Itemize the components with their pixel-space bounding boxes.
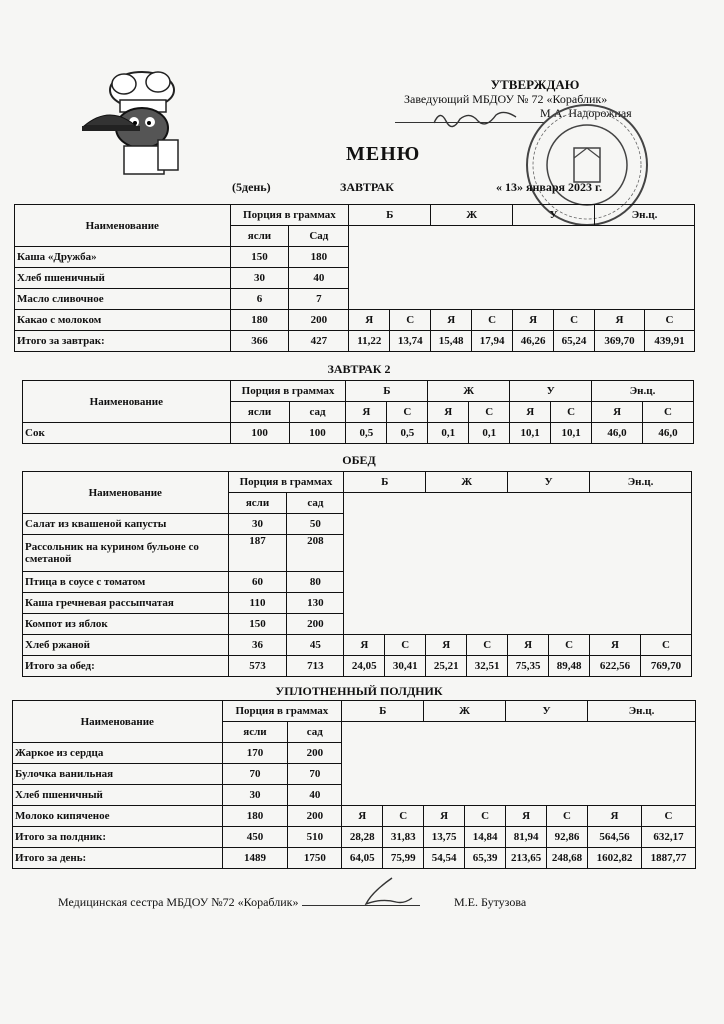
garden-portion: 200	[288, 806, 342, 827]
col-portion-header: Порция в граммах	[222, 701, 342, 722]
s-label: С	[549, 635, 590, 656]
nursery-portion: 180	[222, 806, 288, 827]
nursery-portion: 70	[222, 764, 288, 785]
total-value: 32,51	[467, 656, 508, 677]
nutrient-value: 10,1	[510, 423, 551, 444]
chef-logo-icon	[80, 68, 190, 176]
total-value: 13,74	[390, 331, 431, 352]
garden-portion: 70	[288, 764, 342, 785]
col-zh-header: Ж	[426, 472, 508, 493]
col-nursery-header: ясли	[230, 402, 289, 423]
ya-label: Я	[428, 402, 469, 423]
total-garden: 427	[289, 331, 349, 352]
total-value: 369,70	[595, 331, 645, 352]
nursery-portion: 170	[222, 743, 288, 764]
col-en-header: Эн.ц.	[592, 381, 694, 402]
nutrient-value: 46,0	[592, 423, 643, 444]
snack-table	[12, 700, 696, 869]
col-garden-header: сад	[288, 722, 342, 743]
dish-name: Масло сливочное	[15, 289, 231, 310]
nutrient-value: 0,5	[387, 423, 428, 444]
total-value: 632,17	[641, 827, 695, 848]
empty-nutrient-area	[349, 226, 695, 310]
col-nursery-header: ясли	[228, 493, 287, 514]
nursery-portion: 30	[222, 785, 288, 806]
dish-name: Какао с молоком	[15, 310, 231, 331]
col-nursery-header: ясли	[230, 226, 289, 247]
dish-name: Молоко кипяченое	[13, 806, 223, 827]
dish-name: Булочка ванильная	[13, 764, 223, 785]
day-total-value: 64,05	[342, 848, 383, 869]
total-garden: 713	[287, 656, 344, 677]
total-value: 81,94	[506, 827, 547, 848]
s-label: С	[644, 310, 694, 331]
s-label: С	[387, 402, 428, 423]
nursery-portion: 30	[228, 514, 287, 535]
ya-label: Я	[590, 635, 641, 656]
total-garden: 510	[288, 827, 342, 848]
s-label: С	[547, 806, 588, 827]
garden-portion: 208	[287, 535, 344, 572]
total-label: Итого за полдник:	[13, 827, 223, 848]
col-nursery-header: ясли	[222, 722, 288, 743]
total-value: 15,48	[431, 331, 472, 352]
ya-label: Я	[508, 635, 549, 656]
day-total-garden: 1750	[288, 848, 342, 869]
garden-portion: 130	[287, 593, 344, 614]
empty-nutrient-area	[344, 493, 692, 635]
dish-name: Каша гречневая рассыпчатая	[23, 593, 229, 614]
table-row	[23, 635, 692, 656]
col-zh-header: Ж	[428, 381, 510, 402]
day-total-nursery: 1489	[222, 848, 288, 869]
table-row	[13, 806, 696, 827]
s-label: С	[551, 402, 592, 423]
s-label: С	[385, 635, 426, 656]
total-value: 769,70	[640, 656, 691, 677]
total-row	[13, 827, 696, 848]
total-value: 89,48	[549, 656, 590, 677]
garden-portion: 40	[288, 785, 342, 806]
col-name-header: Наименование	[23, 472, 229, 514]
col-zh-header: Ж	[424, 701, 506, 722]
dish-name: Жаркое из сердца	[13, 743, 223, 764]
col-name-header: Наименование	[23, 381, 231, 423]
nutrient-value: 46,0	[643, 423, 694, 444]
footer	[58, 895, 527, 910]
nursery-portion: 36	[228, 635, 287, 656]
breakfast2-label: ЗАВТРАК 2	[327, 362, 391, 376]
total-value: 30,41	[385, 656, 426, 677]
breakfast-table	[14, 204, 695, 352]
s-label: С	[383, 806, 424, 827]
director-signature-icon	[430, 105, 520, 131]
total-value: 17,94	[472, 331, 513, 352]
col-u-header: У	[513, 205, 595, 226]
nutrient-value: 0,1	[428, 423, 469, 444]
col-zh-header: Ж	[431, 205, 513, 226]
total-value: 92,86	[547, 827, 588, 848]
nursery-portion: 180	[230, 310, 289, 331]
s-label: С	[643, 402, 694, 423]
s-label: С	[465, 806, 506, 827]
day-total-value: 75,99	[383, 848, 424, 869]
total-value: 65,24	[554, 331, 595, 352]
day-label: (5день)	[232, 180, 271, 194]
s-label: С	[467, 635, 508, 656]
col-u-header: У	[506, 701, 588, 722]
dish-name: Каша «Дружба»	[15, 247, 231, 268]
page-title: МЕНЮ	[346, 143, 421, 165]
col-garden-header: Сад	[289, 226, 349, 247]
garden-portion: 100	[289, 423, 346, 444]
total-value: 564,56	[588, 827, 642, 848]
col-en-header: Эн.ц.	[588, 701, 696, 722]
s-label: С	[472, 310, 513, 331]
nursery-portion: 6	[230, 289, 289, 310]
dish-name: Компот из яблок	[23, 614, 229, 635]
garden-portion: 180	[289, 247, 349, 268]
dish-name: Хлеб ржаной	[23, 635, 229, 656]
col-b-header: Б	[346, 381, 428, 402]
s-label: С	[554, 310, 595, 331]
nursery-portion: 150	[228, 614, 287, 635]
garden-portion: 45	[287, 635, 344, 656]
garden-portion: 40	[289, 268, 349, 289]
col-b-header: Б	[342, 701, 424, 722]
table-row	[23, 423, 694, 444]
approve-position: Заведующий МБДОУ № 72 «Кораблик»	[404, 92, 608, 106]
nursery-portion: 30	[230, 268, 289, 289]
col-name-header: Наименование	[15, 205, 231, 247]
s-label: С	[469, 402, 510, 423]
s-label: С	[390, 310, 431, 331]
nurse-name: М.Е. Бутузова	[454, 895, 527, 909]
garden-portion: 50	[287, 514, 344, 535]
total-value: 13,75	[424, 827, 465, 848]
total-value: 75,35	[508, 656, 549, 677]
col-garden-header: сад	[287, 493, 344, 514]
total-nursery: 366	[230, 331, 289, 352]
nutrient-value: 10,1	[551, 423, 592, 444]
day-total-label: Итого за день:	[13, 848, 223, 869]
garden-portion: 80	[287, 572, 344, 593]
garden-portion: 200	[289, 310, 349, 331]
garden-portion: 7	[289, 289, 349, 310]
dish-name: Хлеб пшеничный	[15, 268, 231, 289]
dish-name: Сок	[23, 423, 231, 444]
dish-name: Рассольник на курином бульоне со сметаной	[23, 535, 229, 572]
garden-portion: 200	[287, 614, 344, 635]
approve-name: М.А. Надорожная	[540, 106, 632, 120]
ya-label: Я	[344, 635, 385, 656]
total-value: 24,05	[344, 656, 385, 677]
nursery-portion: 187	[228, 535, 287, 572]
total-value: 46,26	[513, 331, 554, 352]
lunch-label: ОБЕД	[342, 453, 376, 467]
s-label: С	[641, 806, 695, 827]
col-en-header: Эн.ц.	[595, 205, 695, 226]
total-label: Итого за обед:	[23, 656, 229, 677]
breakfast2-table	[22, 380, 694, 444]
s-label: С	[640, 635, 691, 656]
total-row	[15, 331, 695, 352]
nursery-portion: 100	[230, 423, 289, 444]
nursery-portion: 150	[230, 247, 289, 268]
date-label: « 13» января 2023 г.	[496, 180, 603, 194]
total-value: 14,84	[465, 827, 506, 848]
total-value: 439,91	[644, 331, 694, 352]
snack-label: УПЛОТНЕННЫЙ ПОЛДНИК	[275, 684, 443, 698]
total-value: 11,22	[349, 331, 390, 352]
col-portion-header: Порция в граммах	[228, 472, 344, 493]
garden-portion: 200	[288, 743, 342, 764]
total-nursery: 450	[222, 827, 288, 848]
ya-label: Я	[426, 635, 467, 656]
total-label: Итого за завтрак:	[15, 331, 231, 352]
ya-label: Я	[349, 310, 390, 331]
ya-label: Я	[346, 402, 387, 423]
ya-label: Я	[513, 310, 554, 331]
ya-label: Я	[431, 310, 472, 331]
nursery-portion: 110	[228, 593, 287, 614]
ya-label: Я	[588, 806, 642, 827]
col-garden-header: сад	[289, 402, 346, 423]
total-nursery: 573	[228, 656, 287, 677]
empty-nutrient-area	[342, 722, 696, 806]
breakfast-label: ЗАВТРАК	[340, 180, 395, 194]
day-total-value: 248,68	[547, 848, 588, 869]
nurse-title: Медицинская сестра МБДОУ №72 «Кораблик»	[58, 895, 299, 909]
nutrient-value: 0,5	[346, 423, 387, 444]
approve-title: УТВЕРЖДАЮ	[490, 77, 580, 92]
col-u-header: У	[510, 381, 592, 402]
col-portion-header: Порция в граммах	[230, 205, 349, 226]
nursery-portion: 60	[228, 572, 287, 593]
day-total-value: 54,54	[424, 848, 465, 869]
total-value: 25,21	[426, 656, 467, 677]
ya-label: Я	[592, 402, 643, 423]
ya-label: Я	[510, 402, 551, 423]
total-row	[23, 656, 692, 677]
col-b-header: Б	[344, 472, 426, 493]
col-u-header: У	[508, 472, 590, 493]
col-portion-header: Порция в граммах	[230, 381, 346, 402]
day-total-row	[13, 848, 696, 869]
signature-line	[302, 905, 420, 906]
day-total-value: 1602,82	[588, 848, 642, 869]
dish-name: Салат из квашеной капусты	[23, 514, 229, 535]
ya-label: Я	[595, 310, 645, 331]
table-row	[15, 310, 695, 331]
day-total-value: 213,65	[506, 848, 547, 869]
total-value: 31,83	[383, 827, 424, 848]
col-name-header: Наименование	[13, 701, 223, 743]
ya-label: Я	[342, 806, 383, 827]
dish-name: Птица в соусе с томатом	[23, 572, 229, 593]
nutrient-value: 0,1	[469, 423, 510, 444]
total-value: 622,56	[590, 656, 641, 677]
day-total-value: 1887,77	[641, 848, 695, 869]
day-total-value: 65,39	[465, 848, 506, 869]
dish-name: Хлеб пшеничный	[13, 785, 223, 806]
lunch-table	[22, 471, 692, 677]
ya-label: Я	[506, 806, 547, 827]
ya-label: Я	[424, 806, 465, 827]
total-value: 28,28	[342, 827, 383, 848]
col-en-header: Эн.ц.	[590, 472, 692, 493]
col-b-header: Б	[349, 205, 431, 226]
